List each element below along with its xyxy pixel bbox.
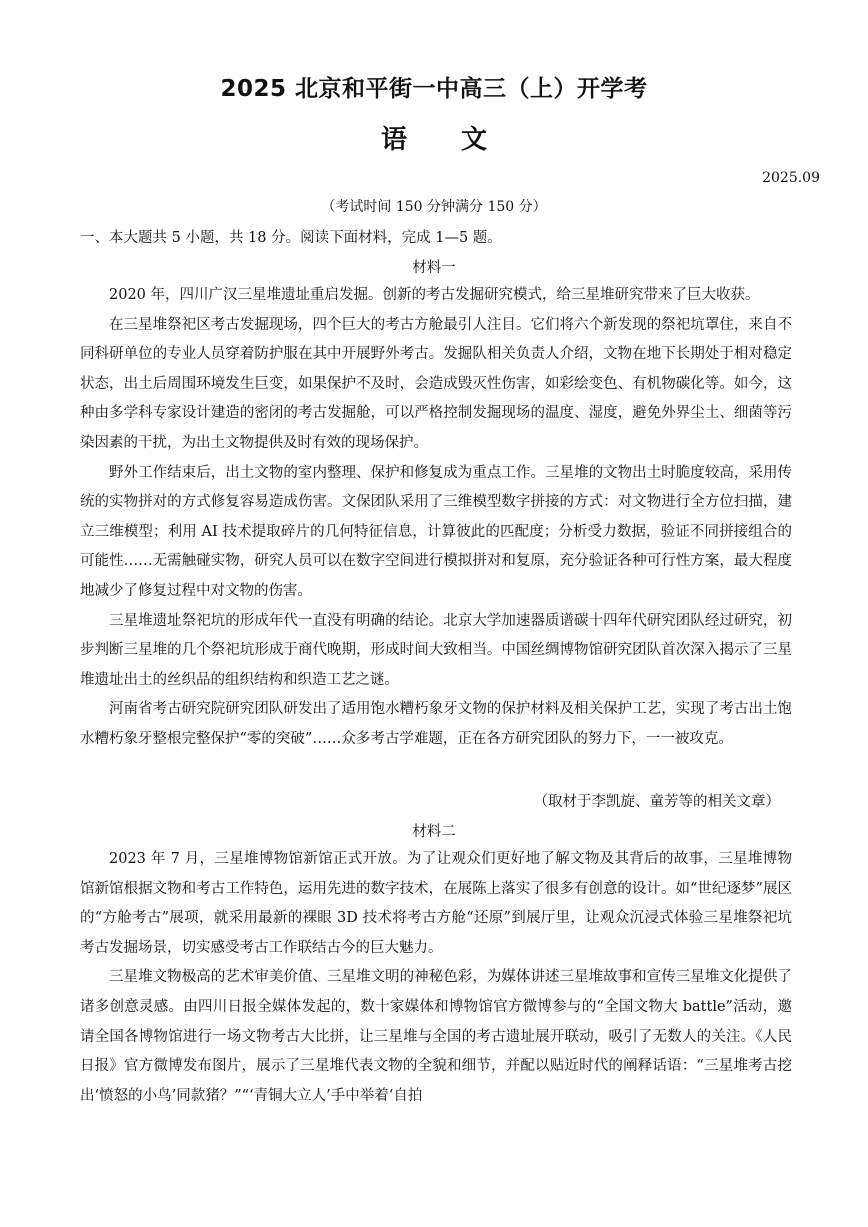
- exam-info: （考试时间 150 分钟满分 150 分）: [321, 199, 547, 215]
- page-title: 2025 北京和平街一中高三（上）开学考: [220, 76, 648, 102]
- paragraph: 在三星堆祭祀区考古发掘现场，四个巨大的考古方舱最引人注目。它们将六个新发现的祭祀坑罩住，来自不同科研单位的专业人员穿着防护服在其中开展野外考古。发掘队相关负责人介绍，文物在地下长期处于相对稳定状态，出土后周围环境发生巨变，如果保护不及时，会造成毁灭性伤害，如彩绘变色、有机物碳化等。如今，这种由多学科专家设计建造的密闭的考古发掘舱，可以严格控制发掘现场的温度、湿度，避免外界尘土、细菌等污染因素的干扰，为出土文物提供及时有效的现场保护。: [80, 316, 792, 451]
- subject-title: 语文: [380, 125, 541, 155]
- paragraph: 2020 年，四川广汉三星堆遗址重启发掘。创新的考古发掘研究模式，给三星堆研究带来了巨大收获。: [109, 287, 760, 303]
- paragraph: 2023 年 7 月，三星堆博物馆新馆正式开放。为了让观众们更好地了解文物及其背后的故事，三星堆博物馆新馆根据文物和考古工作特色，运用先进的数字技术，在展陈上落实了很多有创意的设计。如“世纪逐梦”展区的“方舱考古”展项，就采用最新的裸眼 3D 技术将考古方舱“还原”到展厅里，让观众沉浸式体验三星堆祭祀坑考古发掘场景，切实感受考古工作联结古今的巨大魅力。: [80, 851, 792, 956]
- material-two-body: [80, 845, 792, 1111]
- material-one-title: 材料一: [412, 260, 456, 276]
- paragraph: 三星堆遗址祭祀坑的形成年代一直没有明确的结论。北京大学加速器质谱碳十四年代研究团队经过研究，初步判断三星堆的几个祭祀坑形成于商代晚期，形成时间大致相当。中国丝绸博物馆研究团队首次深入揭示了三星堆遗址出土的丝织品的组织结构和织造工艺之谜。: [80, 612, 792, 688]
- paragraph: 河南省考古研究院研究团队研发出了适用饱水糟朽象牙文物的保护材料及相关保护工艺，实现了考古出土饱水糟朽象牙整根完整保护“零的突破”……众多考古学难题，正在各方研究团队的努力下，一一被攻克。: [80, 701, 792, 747]
- paragraph: 三星堆文物极高的艺术审美价值、三星堆文明的神秘色彩，为媒体讲述三星堆故事和宣传三星堆文化提供了诸多创意灵感。由四川日报全媒体发起的，数十家媒体和博物馆官方微博参与的“全国文物大 battle”活动，邀请全国各博物馆进行一场文物考古大比拼，让三星堆与全国的考古遗址展开联动，吸引了无数人的关注。《人民日报》官方微博发布图片，展示了三星堆代表文物的全貌和细节，并配以贴近时代的阐释话语：“三星堆考古挖出‘愤怒的小鸟’同款猪？”“‘青铜大立人’手中举着‘自拍: [80, 969, 792, 1104]
- material-one-body: [80, 281, 792, 755]
- material-one-source: （取材于李凯旋、童芳等的相关文章）: [533, 794, 780, 810]
- paragraph: 野外工作结束后，出土文物的室内整理、保护和修复成为重点工作。三星堆的文物出土时脆度较高，采用传统的实物拼对的方式修复容易造成伤害。文保团队采用了三维模型数字拼接的方式：对文物进行全方位扫描，建立三维模型；利用 AI 技术提取碎片的几何特征信息，计算彼此的匹配度；分析受力数据，验证不同拼接组合的可能性……无需触碰实物，研究人员可以在数字空间进行模拟拼对和复原，充分验证各种可行性方案，最大程度地减少了修复过程中对文物的伤害。: [80, 464, 792, 599]
- exam-date: 2025.09: [762, 170, 820, 186]
- section-heading: 一、本大题共 5 小题，共 18 分。阅读下面材料，完成 1—5 题。: [80, 230, 502, 246]
- material-two-title: 材料二: [412, 824, 456, 840]
